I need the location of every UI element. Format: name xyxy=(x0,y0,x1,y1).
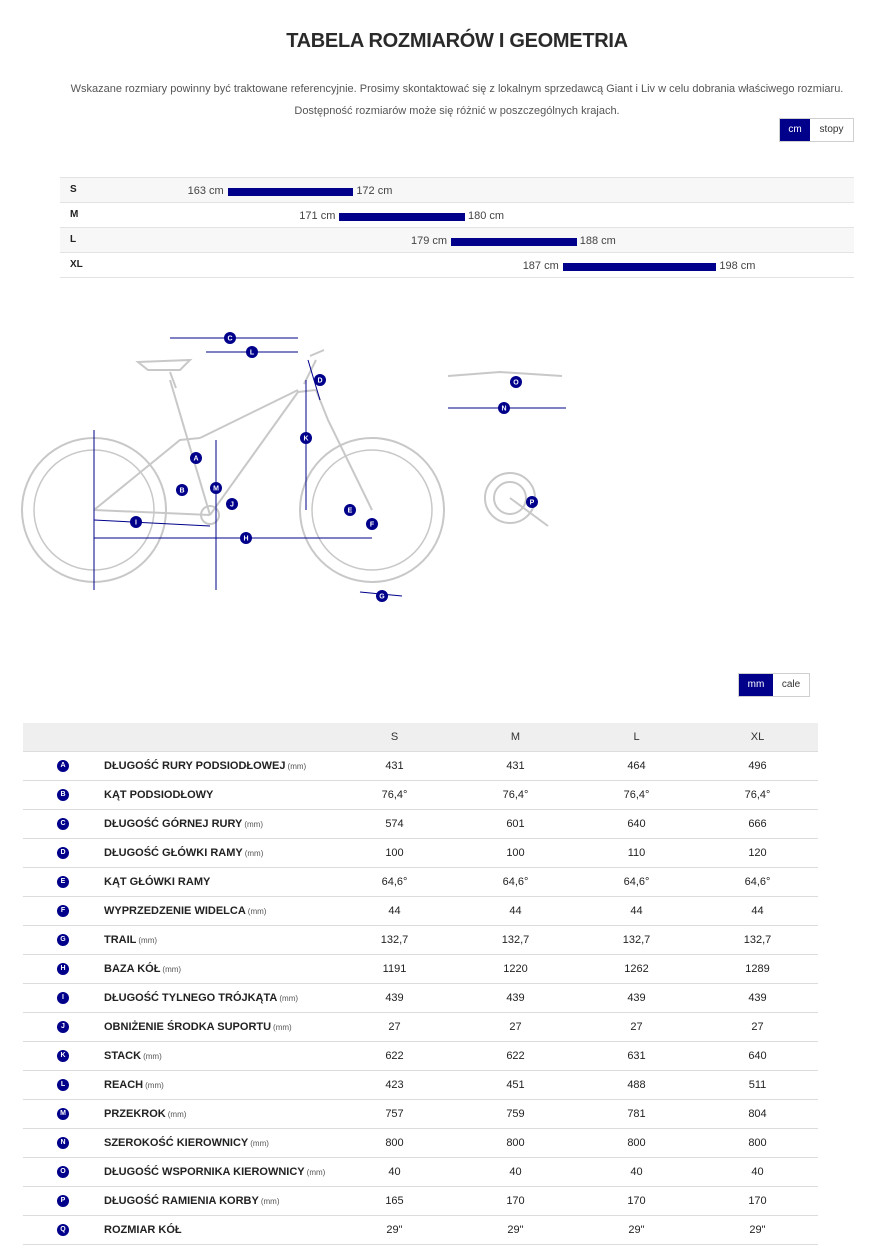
row-letter-badge: C xyxy=(57,818,69,830)
geometry-value: 781 xyxy=(576,1100,697,1129)
diagram-badge-letter: J xyxy=(230,501,234,509)
geometry-value: 511 xyxy=(697,1071,818,1100)
geometry-value: 64,6° xyxy=(334,868,455,897)
parameter-name: DŁUGOŚĆ RAMIENIA KORBY xyxy=(104,1195,259,1207)
geometry-value: 64,6° xyxy=(576,868,697,897)
diagram-badge-letter: I xyxy=(135,519,137,527)
geometry-value: 622 xyxy=(455,1042,576,1071)
geometry-value: 640 xyxy=(576,810,697,839)
unit-mm-button[interactable]: mm xyxy=(739,674,773,696)
size-range-row xyxy=(60,177,854,202)
geometry-row xyxy=(23,955,818,984)
size-range-row xyxy=(60,227,854,252)
row-letter-badge: M xyxy=(57,1108,69,1120)
diagram-badges xyxy=(130,332,538,602)
geometry-row xyxy=(23,839,818,868)
geometry-value: 29" xyxy=(697,1216,818,1245)
geometry-value: 439 xyxy=(455,984,576,1013)
geometry-value: 431 xyxy=(334,752,455,781)
row-letter-badge: G xyxy=(57,934,69,946)
description-line-1: Wskazane rozmiary powinny być traktowane referencyjnie. Prosimy skontaktować się z lokalnym sprzedawcą Giant i Liv w celu dobrania właściwego rozmiaru. xyxy=(70,83,844,95)
size-range-row xyxy=(60,202,854,227)
geometry-row xyxy=(23,810,818,839)
size-range-label: XL xyxy=(70,259,83,270)
geometry-value: 759 xyxy=(455,1100,576,1129)
diagram-badge-letter: B xyxy=(179,487,185,495)
geometry-row xyxy=(23,1013,818,1042)
geometry-value: 27 xyxy=(576,1013,697,1042)
geometry-row xyxy=(23,1216,818,1245)
row-letter-badge: O xyxy=(57,1166,69,1178)
geometry-value: 601 xyxy=(455,810,576,839)
geometry-value: 1289 xyxy=(697,955,818,984)
size-range-min: 171 cm xyxy=(299,210,336,222)
parameter-unit: (mm) xyxy=(279,994,299,1003)
geometry-value: 631 xyxy=(576,1042,697,1071)
geometry-value: 431 xyxy=(455,752,576,781)
geometry-value: 44 xyxy=(576,897,697,926)
geometry-value: 622 xyxy=(334,1042,455,1071)
geometry-value: 800 xyxy=(576,1129,697,1158)
geometry-value: 44 xyxy=(455,897,576,926)
diagram-badge-letter: P xyxy=(529,499,535,507)
geometry-value: 100 xyxy=(455,839,576,868)
geometry-value: 40 xyxy=(576,1158,697,1187)
geometry-value: 451 xyxy=(455,1071,576,1100)
geometry-row xyxy=(23,1129,818,1158)
parameter-name: TRAIL xyxy=(104,934,137,946)
geometry-value: 439 xyxy=(576,984,697,1013)
row-letter-badge: A xyxy=(57,760,69,772)
geometry-value: 27 xyxy=(334,1013,455,1042)
geometry-row xyxy=(23,984,818,1013)
geometry-value: 120 xyxy=(697,839,818,868)
geometry-value: 488 xyxy=(576,1071,697,1100)
geometry-value: 76,4° xyxy=(455,781,576,810)
geometry-value: 800 xyxy=(455,1129,576,1158)
size-range-label: S xyxy=(70,184,77,195)
parameter-unit: (mm) xyxy=(162,965,182,974)
parameter-name: WYPRZEDZENIE WIDELCA xyxy=(104,905,246,917)
diagram-badge-letter: O xyxy=(513,379,519,387)
geometry-value: 804 xyxy=(697,1100,818,1129)
geometry-value: 439 xyxy=(334,984,455,1013)
geometry-value: 666 xyxy=(697,810,818,839)
parameter-unit: (mm) xyxy=(138,936,158,945)
frame-seat-tube xyxy=(170,380,210,515)
geometry-value: 1262 xyxy=(576,955,697,984)
handlebar-side xyxy=(310,350,324,356)
geometry-value: 496 xyxy=(697,752,818,781)
diagram-badge-letter: M xyxy=(213,485,219,493)
size-range-bar xyxy=(228,188,354,196)
geometry-value: 40 xyxy=(455,1158,576,1187)
size-range-max: 172 cm xyxy=(356,185,393,197)
bike-geometry-diagram xyxy=(20,320,580,620)
parameter-name: KĄT GŁÓWKI RAMY xyxy=(104,876,211,888)
geometry-row xyxy=(23,752,818,781)
parameter-unit: (mm) xyxy=(273,1023,292,1032)
geometry-row xyxy=(23,1071,818,1100)
diagram-badge-letter: G xyxy=(379,593,385,601)
column-size-l: L xyxy=(576,723,697,752)
diagram-badge-letter: F xyxy=(369,521,375,529)
seat xyxy=(138,360,190,370)
geometry-value: 439 xyxy=(697,984,818,1013)
height-unit-toggle xyxy=(779,118,854,142)
row-letter-badge: F xyxy=(57,905,69,917)
geometry-value: 132,7 xyxy=(334,926,455,955)
row-letter-badge: I xyxy=(57,992,69,1004)
unit-inch-button[interactable]: cale xyxy=(781,679,801,690)
frame-chainstay xyxy=(94,510,210,515)
description-line-2: Dostępność rozmiarów może się różnić w poszczególnych krajach. xyxy=(294,105,620,117)
diagram-badge-letter: D xyxy=(317,377,323,385)
geometry-value: 165 xyxy=(334,1187,455,1216)
geometry-value: 29" xyxy=(334,1216,455,1245)
geometry-row xyxy=(23,1187,818,1216)
parameter-name: KĄT PODSIODŁOWY xyxy=(104,789,214,801)
geometry-value: 100 xyxy=(334,839,455,868)
parameter-name: DŁUGOŚĆ GŁÓWKI RAMY xyxy=(104,847,243,859)
geometry-value: 44 xyxy=(334,897,455,926)
parameter-unit: (mm) xyxy=(260,1197,280,1206)
size-range-label: M xyxy=(70,209,79,220)
diagram-badge-letter: K xyxy=(303,435,309,443)
diagram-badge-letter: E xyxy=(347,507,353,515)
geometry-table xyxy=(23,723,818,1245)
geometry-row xyxy=(23,1100,818,1129)
diagram-badge-letter: H xyxy=(243,535,249,543)
unit-feet-button[interactable]: stopy xyxy=(819,124,844,135)
column-size-m: M xyxy=(455,723,576,752)
geometry-value: 757 xyxy=(334,1100,455,1129)
size-range-min: 187 cm xyxy=(522,260,559,272)
geometry-value: 64,6° xyxy=(455,868,576,897)
geometry-value: 110 xyxy=(576,839,697,868)
page-description xyxy=(0,78,881,122)
parameter-unit: (mm) xyxy=(145,1081,164,1090)
geometry-value: 1220 xyxy=(455,955,576,984)
geometry-row xyxy=(23,781,818,810)
geometry-value: 574 xyxy=(334,810,455,839)
geometry-value: 170 xyxy=(697,1187,818,1216)
unit-cm-button[interactable]: cm xyxy=(780,119,810,141)
size-range-max: 180 cm xyxy=(468,210,505,222)
parameter-unit: (mm) xyxy=(250,1139,269,1148)
parameter-unit: (mm) xyxy=(287,762,307,771)
size-range-min: 163 cm xyxy=(187,185,224,197)
parameter-name: OBNIŻENIE ŚRODKA SUPORTU xyxy=(104,1021,272,1033)
size-range-max: 198 cm xyxy=(719,260,756,272)
parameter-name: DŁUGOŚĆ WSPORNIKA KIEROWNICY xyxy=(104,1166,305,1178)
diagram-badge-letter: A xyxy=(193,455,199,463)
geometry-row xyxy=(23,926,818,955)
row-letter-badge: N xyxy=(57,1137,69,1149)
geometry-value: 76,4° xyxy=(697,781,818,810)
geometry-value: 76,4° xyxy=(334,781,455,810)
row-letter-badge: B xyxy=(57,789,69,801)
row-letter-badge: Q xyxy=(57,1224,69,1236)
column-size-s: S xyxy=(334,723,455,752)
parameter-name: STACK xyxy=(104,1050,142,1062)
page-title: TABELA ROZMIARÓW I GEOMETRIA xyxy=(286,30,628,52)
diagram-badge-letter: C xyxy=(227,335,233,343)
parameter-name: SZEROKOŚĆ KIEROWNICY xyxy=(104,1137,249,1149)
size-range-bar xyxy=(563,263,717,271)
geometry-value: 1191 xyxy=(334,955,455,984)
geometry-value: 27 xyxy=(455,1013,576,1042)
parameter-name: DŁUGOŚĆ RURY PODSIODŁOWEJ xyxy=(104,760,286,772)
diagram-badge-letter: N xyxy=(501,405,507,413)
parameter-name: BAZA KÓŁ xyxy=(104,963,161,975)
geometry-value: 40 xyxy=(334,1158,455,1187)
row-letter-badge: H xyxy=(57,963,69,975)
geometry-value: 40 xyxy=(697,1158,818,1187)
geometry-header-row xyxy=(23,723,818,752)
size-range-bar xyxy=(339,213,465,221)
geometry-value: 27 xyxy=(697,1013,818,1042)
row-letter-badge: K xyxy=(57,1050,69,1062)
diagram-badge-letter: L xyxy=(249,349,255,357)
parameter-unit: (mm) xyxy=(244,849,264,858)
size-range-chart xyxy=(60,177,854,278)
size-range-label: L xyxy=(70,234,77,245)
geometry-row xyxy=(23,868,818,897)
column-size-xl: XL xyxy=(697,723,818,752)
row-letter-badge: E xyxy=(57,876,69,888)
parameter-name: REACH xyxy=(104,1079,144,1091)
parameter-unit: (mm) xyxy=(306,1168,326,1177)
parameter-unit: (mm) xyxy=(244,820,263,829)
frame-seatstay xyxy=(94,438,200,510)
parameter-name: ROZMIAR KÓŁ xyxy=(104,1224,182,1236)
row-letter-badge: P xyxy=(57,1195,69,1207)
size-range-bar xyxy=(451,238,577,246)
parameter-name: PRZEKROK xyxy=(104,1108,166,1120)
parameter-name: DŁUGOŚĆ TYLNEGO TRÓJKĄTA xyxy=(104,992,278,1004)
geometry-row xyxy=(23,1158,818,1187)
parameter-unit: (mm) xyxy=(247,907,267,916)
row-letter-badge: D xyxy=(57,847,69,859)
geometry-value: 423 xyxy=(334,1071,455,1100)
geometry-value: 29" xyxy=(576,1216,697,1245)
geometry-value: 44 xyxy=(697,897,818,926)
geometry-value: 464 xyxy=(576,752,697,781)
geometry-row xyxy=(23,1042,818,1071)
geometry-value: 29" xyxy=(455,1216,576,1245)
size-range-min: 179 cm xyxy=(410,235,448,247)
handlebar-top-view xyxy=(448,372,562,376)
parameter-name: DŁUGOŚĆ GÓRNEJ RURY xyxy=(104,818,243,830)
geometry-value: 640 xyxy=(697,1042,818,1071)
geometry-value: 800 xyxy=(697,1129,818,1158)
geometry-value: 76,4° xyxy=(576,781,697,810)
geometry-value: 800 xyxy=(334,1129,455,1158)
geometry-unit-toggle xyxy=(738,673,810,697)
geometry-value: 64,6° xyxy=(697,868,818,897)
row-letter-badge: J xyxy=(57,1021,69,1033)
parameter-unit: (mm) xyxy=(143,1052,162,1061)
size-range-max: 188 cm xyxy=(579,235,616,247)
row-letter-badge: L xyxy=(57,1079,69,1091)
geometry-value: 132,7 xyxy=(576,926,697,955)
geometry-value: 132,7 xyxy=(697,926,818,955)
geometry-value: 170 xyxy=(455,1187,576,1216)
frame-down-tube xyxy=(210,390,316,515)
geometry-row xyxy=(23,897,818,926)
parameter-unit: (mm) xyxy=(167,1110,187,1119)
geometry-value: 170 xyxy=(576,1187,697,1216)
size-range-row xyxy=(60,252,854,278)
geometry-value: 132,7 xyxy=(455,926,576,955)
